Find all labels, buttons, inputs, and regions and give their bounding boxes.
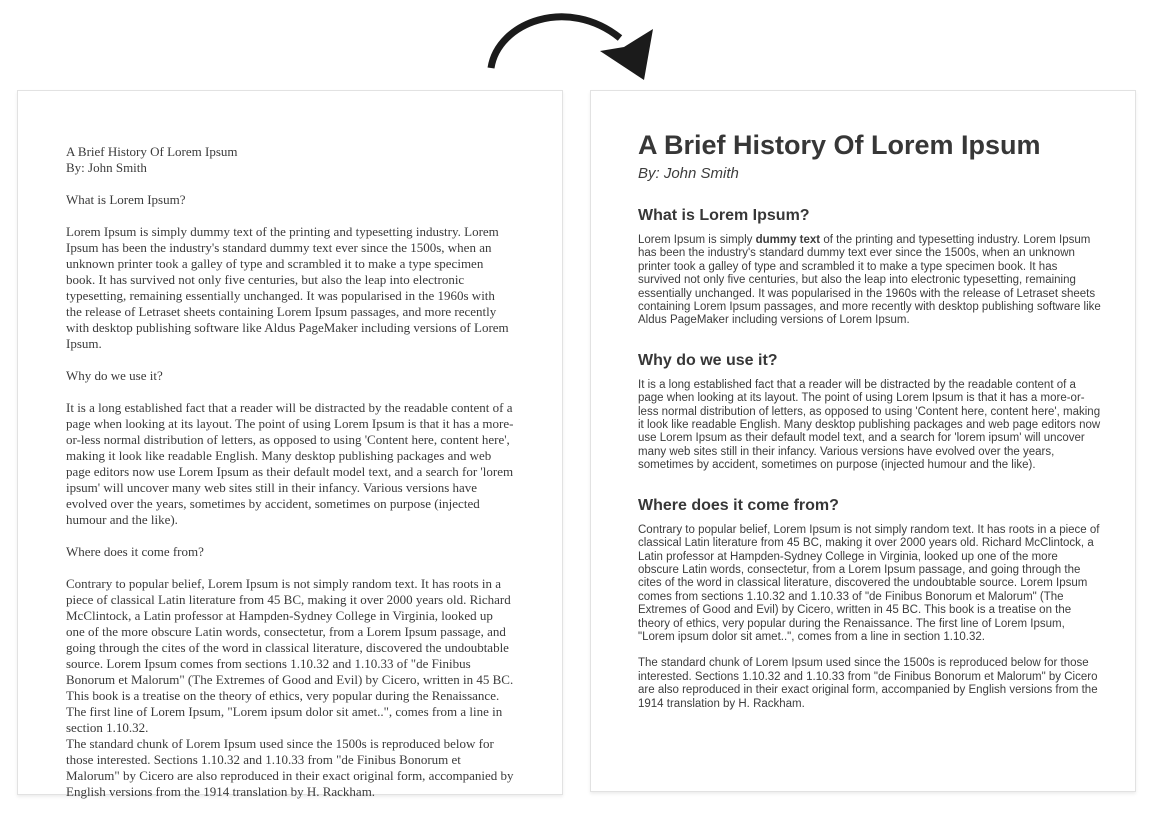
plain-paragraph-1: Lorem Ipsum is simply dummy text of the printing and typesetting industry. Lorem Ipsum has been the industry's standard dummy text ever since the 1500s, when an unknown printer took a galley of type and scrambled it to make a type specimen book. It has survived not only five centuries, but also the leap into electronic typesetting, remaining essentially unchanged. It was popularised in the 1960s with the release of Letraset sheets containing Lorem Ipsum passages, and more recently with desktop publishing software like Aldus PageMaker including versions of Lorem Ipsum. [66,224,509,351]
curved-arrow-icon [440,0,670,95]
formatted-paragraph-4: The standard chunk of Lorem Ipsum used since the 1500s is reproduced below for those interested. Sections 1.10.32 and 1.10.33 from "de Finibus Bonorum et Malorum" by Cicero are also reproduced in their exact original form, accompanied by English versions from the 1914 translation by H. Rackham. [638,657,1098,710]
formatted-section-heading-1: What is Lorem Ipsum? [638,207,810,224]
plain-doc-title: A Brief History Of Lorem Ipsum [66,144,238,159]
paragraph-1-text-after-bold: of the printing and typesetting industry. Lorem Ipsum has been the industry's standard dummy text ever since the 1500s, when an unknown printer took a galley of type and scrambled it to make a type specimen book. It has survived not only five centuries, but also the leap into electronic typesetting, remaining essentially unchanged. It was popularised in the 1960s with the release of Letraset sheets containing Lorem Ipsum passages, and more recently with desktop publishing software like Aldus PageMaker including versions of Lorem Ipsum. [638,234,1101,327]
plain-section-heading-2: Why do we use it? [66,368,163,383]
formatted-document-page [590,90,1136,792]
formatted-doc-title: A Brief History Of Lorem Ipsum [638,130,1041,160]
paragraph-1-bold-phrase: dummy text [755,234,821,246]
formatted-paragraph-1 [638,234,1101,328]
formatted-section-heading-2: Why do we use it? [638,351,778,369]
plain-section-heading-1: What is Lorem Ipsum? [66,192,186,207]
plain-paragraph-2: It is a long established fact that a reader will be distracted by the readable content of a page when looking at its layout. The point of using Lorem Ipsum is that it has a more-or-less normal distribution of letters, as opposed to using 'Content here, content here', making it look like readable English. Many desktop publishing packages and web page editors now use Lorem Ipsum as their default model text, and a search for 'lorem ipsum' will uncover many web sites still in their infancy. Various versions have evolved over the years, sometimes by accident, sometimes on purpose (injected humour and the like). [66,400,514,527]
paragraph-1-text-before-bold: Lorem Ipsum is simply [638,234,756,246]
plain-section-heading-3: Where does it come from? [66,544,204,559]
plain-paragraph-3: Contrary to popular belief, Lorem Ipsum is not simply random text. It has roots in a piece of classical Latin literature from 45 BC, making it over 2000 years old. Richard McClintock, a Latin professor at Hampden-Sydney College in Virginia, looked up one of the more obscure Latin words, consectetur, from a Lorem Ipsum passage, and going through the cites of the word in classical literature, discovered the undoubtable source. Lorem Ipsum comes from sections 1.10.32 and 1.10.33 of "de Finibus Bonorum et Malorum" (The Extremes of Good and Evil) by Cicero, written in 45 BC. This book is a treatise on the theory of ethics, very popular during the Renaissance. The first line of Lorem Ipsum, "Lorem ipsum dolor sit amet..", comes from a line in section 1.10.32. [66,576,514,735]
formatted-doc-byline: By: John Smith [638,165,739,182]
plain-document-page [17,90,563,799]
formatted-paragraph-2: It is a long established fact that a reader will be distracted by the readable content of a page when looking at its layout. The point of using Lorem Ipsum is that it has a more-or-less normal distribution of letters, as opposed to using 'Content here, content here', making it look like readable English. Many desktop publishing packages and web page editors now use Lorem Ipsum as their default model text, and a search for 'lorem ipsum' will uncover many web sites still in their infancy. Various versions have evolved over the years, sometimes by accident, sometimes on purpose (injected humour and the like). [638,378,1101,472]
plain-paragraph-4: The standard chunk of Lorem Ipsum used since the 1500s is reproduced below for those interested. Sections 1.10.32 and 1.10.33 from "de Finibus Bonorum et Malorum" by Cicero are also reproduced in their exact original form, accompanied by English versions from the 1914 translation by H. Rackham. [66,736,514,799]
formatted-paragraph-3: Contrary to popular belief, Lorem Ipsum is not simply random text. It has roots in a piece of classical Latin literature from 45 BC, making it over 2000 years old. Richard McClintock, a Latin professor at Hampden-Sydney College in Virginia, looked up one of the more obscure Latin words, consectetur, from a Lorem Ipsum passage, and going through the cites of the word in classical literature, discovered the undoubtable source. Lorem Ipsum comes from sections 1.10.32 and 1.10.33 of "de Finibus Bonorum et Malorum" (The Extremes of Good and Evil) by Cicero, written in 45 BC. This book is a treatise on the theory of ethics, very popular during the Renaissance. The first line of Lorem Ipsum, "Lorem ipsum dolor sit amet..", comes from a line in section 1.10.32. [638,523,1100,643]
formatted-section-heading-3: Where does it come from? [638,496,839,514]
plain-doc-byline: By: John Smith [66,160,147,175]
